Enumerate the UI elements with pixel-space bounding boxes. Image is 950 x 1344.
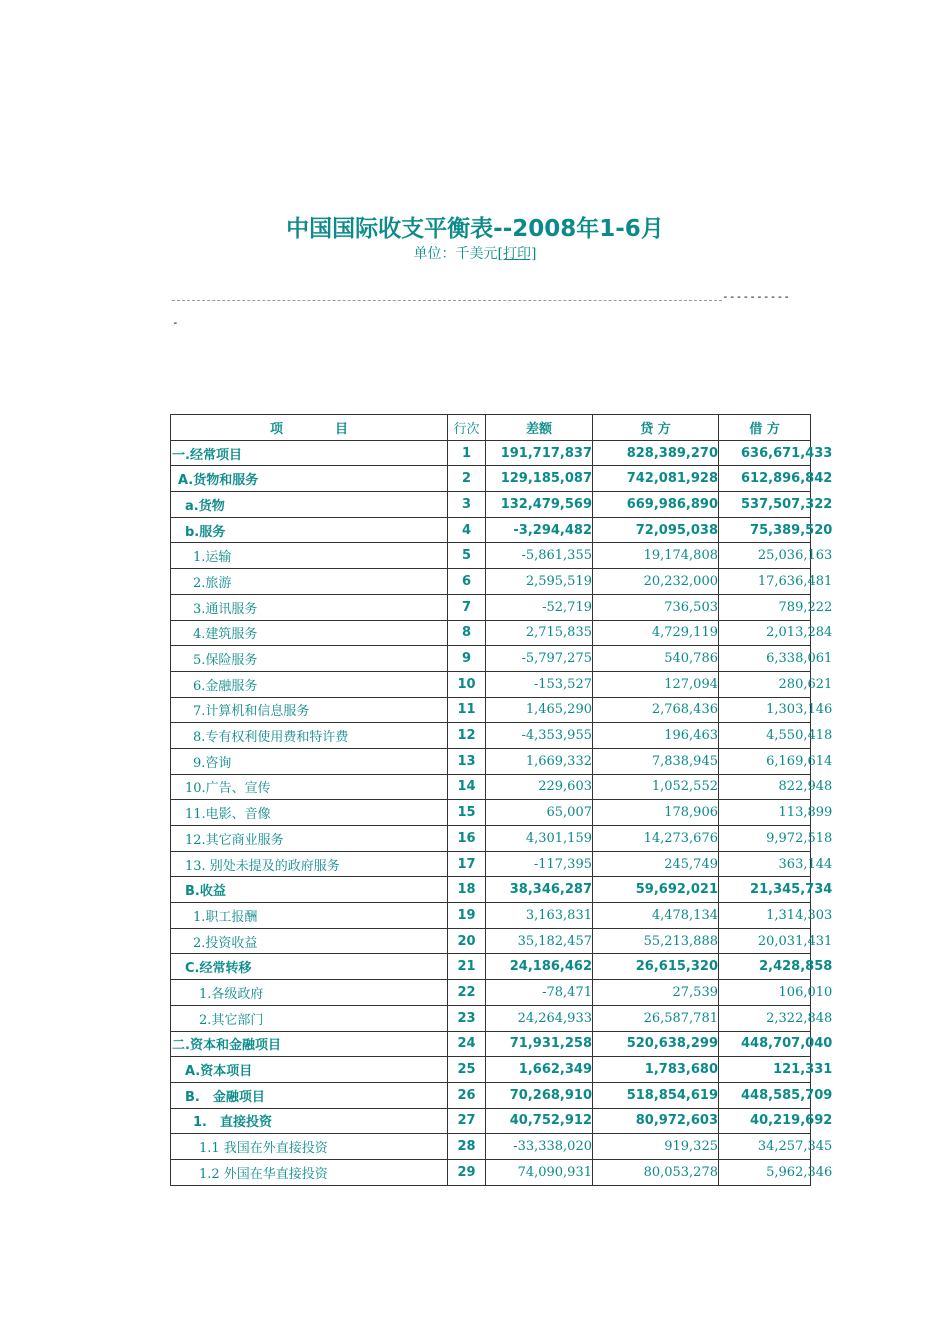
- row-balance: 129,185,087: [486, 466, 593, 492]
- row-number: 15: [448, 800, 486, 826]
- row-label: 1.职工报酬: [171, 903, 448, 929]
- row-balance: 4,301,159: [486, 826, 593, 852]
- table-row: [171, 826, 811, 852]
- table-row: [171, 1031, 811, 1057]
- row-number: 5: [448, 543, 486, 569]
- row-debit-cell: [719, 440, 833, 466]
- row-number: 18: [448, 877, 486, 903]
- row-balance: 70,268,910: [486, 1082, 593, 1108]
- row-number: 20: [448, 928, 486, 954]
- row-debit-cell: [719, 492, 833, 518]
- row-debit-cell: [719, 697, 833, 723]
- row-credit: 669,986,890: [593, 492, 719, 518]
- row-number: 10: [448, 671, 486, 697]
- table-row: [171, 620, 811, 646]
- row-debit: 363,144: [778, 856, 833, 872]
- row-debit-cell: [719, 1031, 833, 1057]
- table-row: [171, 877, 811, 903]
- dashed-divider: [172, 300, 722, 301]
- row-debit-cell: [719, 620, 833, 646]
- row-credit: 19,174,808: [593, 543, 719, 569]
- row-debit: 636,671,433: [741, 445, 833, 461]
- row-debit-cell: [719, 928, 833, 954]
- row-credit: 127,094: [593, 671, 719, 697]
- row-debit: 5,962,346: [766, 1164, 833, 1180]
- col-header-item: 项 目: [171, 415, 448, 441]
- table-row: [171, 1057, 811, 1083]
- row-balance: -153,527: [486, 671, 593, 697]
- row-number: 12: [448, 723, 486, 749]
- table-row: [171, 671, 811, 697]
- row-debit-cell: [719, 466, 833, 492]
- row-credit: 80,053,278: [593, 1159, 719, 1185]
- table-row: [171, 646, 811, 672]
- table-row: [171, 980, 811, 1006]
- row-balance: 1,662,349: [486, 1057, 593, 1083]
- row-label: 1. 直接投资: [171, 1108, 448, 1134]
- row-debit-cell: [719, 1057, 833, 1083]
- row-number: 26: [448, 1082, 486, 1108]
- row-debit-cell: [719, 851, 833, 877]
- row-number: 11: [448, 697, 486, 723]
- row-label: 1.1 我国在外直接投资: [171, 1134, 448, 1160]
- row-label: 二.资本和金融项目: [171, 1031, 448, 1057]
- row-balance: -5,861,355: [486, 543, 593, 569]
- row-credit: 196,463: [593, 723, 719, 749]
- row-credit: 736,503: [593, 594, 719, 620]
- table-row: [171, 928, 811, 954]
- row-debit-cell: [719, 1108, 833, 1134]
- row-number: 29: [448, 1159, 486, 1185]
- row-debit: 1,314,303: [766, 907, 833, 923]
- row-debit: 21,345,734: [750, 882, 833, 898]
- table-row: [171, 748, 811, 774]
- table-row: [171, 1005, 811, 1031]
- row-credit: 1,052,552: [593, 774, 719, 800]
- row-label: 11.电影、音像: [171, 800, 448, 826]
- row-number: 27: [448, 1108, 486, 1134]
- row-debit: 6,338,061: [766, 651, 833, 667]
- row-credit: 26,587,781: [593, 1005, 719, 1031]
- row-debit: 17,636,481: [757, 573, 833, 589]
- row-label: 一.经常项目: [171, 440, 448, 466]
- row-label: 7.计算机和信息服务: [171, 697, 448, 723]
- row-balance: -4,353,955: [486, 723, 593, 749]
- row-balance: 229,603: [486, 774, 593, 800]
- row-credit: 4,729,119: [593, 620, 719, 646]
- row-debit: 2,322,848: [766, 1010, 833, 1026]
- row-debit-cell: [719, 748, 833, 774]
- print-link[interactable]: [打印]: [497, 246, 537, 262]
- row-number: 7: [448, 594, 486, 620]
- row-credit: 1,783,680: [593, 1057, 719, 1083]
- row-number: 21: [448, 954, 486, 980]
- row-credit: 27,539: [593, 980, 719, 1006]
- page-title: 中国国际收支平衡表--2008年1-6月: [286, 216, 664, 242]
- row-label: A.货物和服务: [171, 466, 448, 492]
- row-number: 25: [448, 1057, 486, 1083]
- col-header-balance: 差额: [486, 415, 593, 441]
- row-balance: -33,338,020: [486, 1134, 593, 1160]
- table-row: [171, 1108, 811, 1134]
- row-label: 10.广告、宣传: [171, 774, 448, 800]
- row-debit: 2,013,284: [766, 625, 833, 641]
- row-credit: 919,325: [593, 1134, 719, 1160]
- row-debit-cell: [719, 594, 833, 620]
- row-number: 17: [448, 851, 486, 877]
- row-debit: 106,010: [778, 984, 833, 1000]
- table-row: [171, 723, 811, 749]
- row-label: 1.运输: [171, 543, 448, 569]
- row-balance: 2,595,519: [486, 569, 593, 595]
- row-balance: 24,186,462: [486, 954, 593, 980]
- row-debit-cell: [719, 1005, 833, 1031]
- row-number: 19: [448, 903, 486, 929]
- row-label: 13. 别处未提及的政府服务: [171, 851, 448, 877]
- table-row: [171, 440, 811, 466]
- row-balance: 3,163,831: [486, 903, 593, 929]
- table-row: [171, 774, 811, 800]
- row-label: 1.2 外国在华直接投资: [171, 1159, 448, 1185]
- row-number: 16: [448, 826, 486, 852]
- row-debit: 40,219,692: [750, 1113, 833, 1129]
- table-header-row: [171, 415, 811, 441]
- row-balance: 24,264,933: [486, 1005, 593, 1031]
- row-debit: 4,550,418: [766, 728, 833, 744]
- row-debit-cell: [719, 569, 833, 595]
- balance-of-payments-table: [170, 414, 833, 1186]
- row-debit-cell: [719, 671, 833, 697]
- row-credit: 80,972,603: [593, 1108, 719, 1134]
- row-debit: 25,036,163: [757, 548, 833, 564]
- row-credit: 14,273,676: [593, 826, 719, 852]
- row-debit-cell: [719, 980, 833, 1006]
- row-number: 2: [448, 466, 486, 492]
- row-balance: 65,007: [486, 800, 593, 826]
- row-debit: 537,507,322: [741, 496, 833, 512]
- table-row: [171, 1134, 811, 1160]
- row-credit: 26,615,320: [593, 954, 719, 980]
- row-balance: 132,479,569: [486, 492, 593, 518]
- row-debit-cell: [719, 517, 833, 543]
- row-debit-cell: [719, 1159, 833, 1185]
- row-label: 1.各级政府: [171, 980, 448, 1006]
- row-debit-cell: [719, 646, 833, 672]
- table-row: [171, 466, 811, 492]
- row-credit: 520,638,299: [593, 1031, 719, 1057]
- unit-line: [0, 243, 950, 263]
- table-row: [171, 492, 811, 518]
- row-debit: 612,896,842: [741, 471, 833, 487]
- row-debit-cell: [719, 774, 833, 800]
- row-balance: 1,465,290: [486, 697, 593, 723]
- row-number: 8: [448, 620, 486, 646]
- row-label: b.服务: [171, 517, 448, 543]
- row-number: 13: [448, 748, 486, 774]
- unit-label: 单位：千美元: [413, 246, 498, 262]
- row-debit: 448,707,040: [741, 1036, 833, 1052]
- table-row: [171, 1082, 811, 1108]
- row-credit: 55,213,888: [593, 928, 719, 954]
- row-credit: 828,389,270: [593, 440, 719, 466]
- row-label: 4.建筑服务: [171, 620, 448, 646]
- row-debit: 34,257,345: [757, 1139, 833, 1155]
- row-credit: 4,478,134: [593, 903, 719, 929]
- row-number: 9: [448, 646, 486, 672]
- row-debit: 448,585,709: [741, 1087, 833, 1103]
- row-credit: 7,838,945: [593, 748, 719, 774]
- row-debit-cell: [719, 826, 833, 852]
- row-debit-cell: [719, 1134, 833, 1160]
- row-number: 22: [448, 980, 486, 1006]
- row-debit: 2,428,858: [759, 959, 833, 975]
- row-number: 3: [448, 492, 486, 518]
- row-debit: 121,331: [773, 1062, 833, 1078]
- row-debit: 1,303,146: [766, 702, 833, 718]
- row-number: 28: [448, 1134, 486, 1160]
- row-label: 8.专有权利使用费和特许费: [171, 723, 448, 749]
- table-row: [171, 569, 811, 595]
- row-balance: 40,752,912: [486, 1108, 593, 1134]
- row-label: 12.其它商业服务: [171, 826, 448, 852]
- table-row: [171, 543, 811, 569]
- row-label: 2.其它部门: [171, 1005, 448, 1031]
- row-debit-cell: [719, 543, 833, 569]
- dash-tail: ----------: [722, 290, 791, 303]
- row-label: 9.咨询: [171, 748, 448, 774]
- row-label: 2.投资收益: [171, 928, 448, 954]
- row-debit-cell: [719, 1082, 833, 1108]
- row-credit: 245,749: [593, 851, 719, 877]
- row-credit: 59,692,021: [593, 877, 719, 903]
- row-label: 6.金融服务: [171, 671, 448, 697]
- row-number: 23: [448, 1005, 486, 1031]
- row-number: 24: [448, 1031, 486, 1057]
- row-credit: 518,854,619: [593, 1082, 719, 1108]
- table-row: [171, 697, 811, 723]
- row-label: 5.保险服务: [171, 646, 448, 672]
- row-balance: 35,182,457: [486, 928, 593, 954]
- row-debit: 280,621: [778, 676, 833, 692]
- row-label: A.资本项目: [171, 1057, 448, 1083]
- col-header-credit: 贷 方: [593, 415, 719, 441]
- row-debit-cell: [719, 877, 833, 903]
- row-credit: 2,768,436: [593, 697, 719, 723]
- row-balance: 2,715,835: [486, 620, 593, 646]
- table-row: [171, 1159, 811, 1185]
- row-debit: 20,031,431: [757, 933, 833, 949]
- row-label: 2.旅游: [171, 569, 448, 595]
- col-header-debit: 借 方: [719, 415, 811, 441]
- row-debit-cell: [719, 954, 833, 980]
- row-label: C.经常转移: [171, 954, 448, 980]
- row-balance: -117,395: [486, 851, 593, 877]
- row-balance: 71,931,258: [486, 1031, 593, 1057]
- table-row: [171, 851, 811, 877]
- row-number: 6: [448, 569, 486, 595]
- table-row: [171, 903, 811, 929]
- row-debit: 6,169,614: [766, 753, 833, 769]
- row-balance: -3,294,482: [486, 517, 593, 543]
- row-balance: 74,090,931: [486, 1159, 593, 1185]
- row-label: 3.通讯服务: [171, 594, 448, 620]
- row-credit: 72,095,038: [593, 517, 719, 543]
- row-label: B.收益: [171, 877, 448, 903]
- row-number: 1: [448, 440, 486, 466]
- row-balance: -78,471: [486, 980, 593, 1006]
- row-balance: 191,717,837: [486, 440, 593, 466]
- row-debit: 789,222: [778, 599, 833, 615]
- row-credit: 742,081,928: [593, 466, 719, 492]
- row-debit-cell: [719, 903, 833, 929]
- table-row: [171, 594, 811, 620]
- row-debit: 75,389,520: [750, 522, 833, 538]
- table-row: [171, 517, 811, 543]
- row-credit: 540,786: [593, 646, 719, 672]
- row-debit: 822,948: [778, 779, 833, 795]
- row-label: B. 金融项目: [171, 1082, 448, 1108]
- table-row: [171, 800, 811, 826]
- row-debit-cell: [719, 800, 833, 826]
- dash-tick: -: [172, 316, 179, 329]
- row-balance: -52,719: [486, 594, 593, 620]
- row-label: a.货物: [171, 492, 448, 518]
- row-debit-cell: [719, 723, 833, 749]
- row-number: 14: [448, 774, 486, 800]
- row-balance: 1,669,332: [486, 748, 593, 774]
- row-debit: 9,972,518: [766, 830, 833, 846]
- col-header-row-no: 行次: [448, 415, 486, 441]
- row-credit: 178,906: [593, 800, 719, 826]
- row-balance: -5,797,275: [486, 646, 593, 672]
- row-credit: 20,232,000: [593, 569, 719, 595]
- row-balance: 38,346,287: [486, 877, 593, 903]
- row-debit: 113,899: [778, 805, 833, 821]
- table-row: [171, 954, 811, 980]
- row-number: 4: [448, 517, 486, 543]
